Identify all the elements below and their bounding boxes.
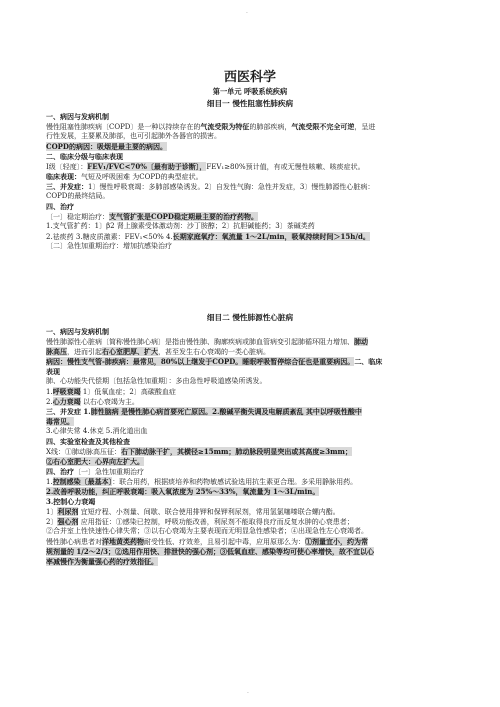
text: ，呈进 bbox=[354, 123, 376, 131]
text: 强心剂 bbox=[57, 517, 79, 526]
s2-heart-control: 3.控制心力衰竭 bbox=[46, 497, 96, 506]
text: 〔一〕稳定期治疗： bbox=[46, 213, 109, 221]
s1-heading-2: 二、临床分级与临床表现 bbox=[46, 152, 123, 161]
s2-decompensation: 肺、心功能失代偿期〔包括急性加重期〕：多由急性呼吸道感染所诱发。 bbox=[46, 377, 267, 385]
text: ①剂量宜小，约为常 bbox=[305, 537, 368, 546]
top-mark: · bbox=[246, 10, 248, 17]
s1-treat-2: 1.支气管扩药：1〕β2 肾上腺素受体激动剂：沙丁胺醇；2〕抗胆碱能药；3〕茶碱类药 bbox=[46, 222, 315, 230]
s2-heading-5 bbox=[46, 467, 456, 477]
s2-complications-cont bbox=[46, 417, 456, 427]
text: 三、并发症 1. bbox=[46, 407, 91, 416]
text: FEV₁≥80%预计值，有或无慢性咳嗽、咳痰症状。 bbox=[206, 163, 365, 171]
text: ：联合用药，根据痰培养和药物敏感试验选用抗生素更合理。多采用静脉用药。 bbox=[112, 478, 358, 486]
text: 率减慢作为衡量强心药的疗效指征。 bbox=[46, 557, 158, 566]
s2-diuretic bbox=[46, 507, 456, 517]
text: 支气管扩张是COPD稳定期最主要的治疗药物。 bbox=[109, 212, 259, 221]
text: ，进而引起 bbox=[67, 348, 102, 356]
text: 右心室肥厚、扩大 bbox=[102, 347, 158, 356]
text: 慢性阻塞性肺疾病〔COPD〕是一种以持续存在的 bbox=[46, 123, 201, 131]
section1-title: 细目一 慢性阻塞性肺疾病 bbox=[206, 99, 294, 108]
text: 控制感染〔最基本〕 bbox=[52, 477, 113, 486]
text: 规剂量的 1/2～2/3；②选用作用快、排泄快的强心剂；③低氧血症、感染等均可使心率增快，故不宜以心 bbox=[46, 547, 375, 556]
text: 〔一〕急性加重期治疗 bbox=[74, 468, 144, 476]
text: 耐受性低、疗效差，且易引起中毒，应用原那么为： bbox=[144, 538, 305, 546]
text: ②右心室肥大：心界向左扩大。 bbox=[46, 457, 144, 466]
text: 三、并发症： bbox=[46, 182, 88, 191]
text: 肺性脑病 bbox=[90, 407, 119, 416]
section2-title: 细目二 慢性肺源性心脏病 bbox=[206, 313, 294, 322]
s2-digitalis-cont bbox=[46, 547, 456, 557]
text: 四、治疗 bbox=[46, 467, 74, 476]
s2-digitalis bbox=[46, 537, 456, 547]
bottom-mark: · bbox=[247, 690, 249, 697]
s1-cause: COPD的病因：吸烟是最主要的病因。 bbox=[46, 142, 168, 151]
s2-heading-4: 四、实验室检查及其他检查 bbox=[46, 437, 130, 446]
s2-heading-2: 表现 bbox=[46, 367, 60, 376]
text: 心力衰竭 bbox=[52, 397, 81, 406]
text: 长期家庭氧疗：氧流量 1～2L/min，吸氧持续时间＞15h/d。 bbox=[172, 232, 370, 241]
s1-treat-4: 〔二〕急性加重期治疗：增加抗感染治疗 bbox=[46, 242, 172, 250]
s2-control-infection bbox=[46, 477, 456, 487]
text: 洋地黄类药物 bbox=[102, 537, 144, 546]
text: 以右心衰竭为主。 bbox=[80, 398, 139, 406]
s2-complications-more: 3.心律失常 4.休克 5.消化道出血 bbox=[46, 427, 148, 435]
text: FEV₁/FVC<70%〔最有助于诊断〕， bbox=[87, 162, 207, 171]
text: X线：①肺动脉高压征： bbox=[46, 448, 121, 456]
text: 其中以呼吸性酸中 bbox=[303, 407, 362, 416]
doc-title: 西医科学 bbox=[223, 70, 276, 85]
text: 肺动 bbox=[354, 337, 368, 346]
text: 利尿剂 bbox=[57, 507, 79, 516]
s2-cardiotonic-cont: ②合并室上性快速性心律失常；③以右心衰竭为主要表现而无明显急性感染者；④出现急性左心衰竭者。 bbox=[46, 527, 368, 535]
s1-heading-4: 四、治疗 bbox=[46, 202, 74, 211]
text: 2. bbox=[46, 398, 53, 406]
s2-cardiotonic bbox=[46, 517, 456, 527]
text: 呼吸衰竭 bbox=[52, 387, 81, 396]
text: 二、临床 bbox=[354, 357, 383, 366]
text: 气短及呼吸困难 为COPD的典型症状。 bbox=[81, 173, 203, 181]
s2-respiratory: 2.改善呼吸功能，纠正呼吸衰竭：吸入氧浓度为 25%～33%，氧流量为 1～3L/min。 bbox=[46, 487, 320, 496]
s2-digitalis-end bbox=[46, 557, 456, 567]
s1-paragraph-1-cont: 行性发展，主要累及肺部，也可引起肺外各器官的损害。 bbox=[46, 132, 221, 140]
text: 右下肺动脉干扩，其横径≥15mm；肺动脉段明显突出或其高度≥3mm； bbox=[120, 447, 352, 456]
text: 脉高压 bbox=[46, 347, 67, 356]
text: 宜短疗程、小剂量、间歇、联合使用排钾和保钾利尿剂，常用氢氯噻嗪联合螺内酯。 bbox=[78, 508, 340, 516]
s2-paragraph-1 bbox=[46, 337, 456, 347]
unit-title: 第一单元 呼吸系统疾病 bbox=[212, 87, 288, 96]
s1-paragraph-1 bbox=[46, 122, 456, 132]
text: 1〕低氧血症；2〕高碳酸血症 bbox=[80, 388, 176, 396]
text: 是慢性肺心病首要死亡原因。2. bbox=[118, 407, 220, 416]
text: 临床表现： bbox=[46, 172, 81, 181]
s1-treat-3 bbox=[46, 232, 456, 242]
text: 应用指征：①感染已控制，呼吸功能改善，利尿剂不能取得良疗而反复水肿的心衰患者； bbox=[78, 518, 354, 526]
text: 气流受限为特征 bbox=[200, 122, 250, 131]
text: ，甚至发生右心衰竭的一类心脏病。 bbox=[158, 348, 270, 356]
s2-xray-1 bbox=[46, 447, 456, 457]
s1-complications-cont: COPD的最终结局。 bbox=[46, 192, 110, 200]
s2-xray-2 bbox=[46, 457, 456, 467]
s2-cause bbox=[46, 357, 456, 367]
text: 慢性肺心病患者对 bbox=[46, 538, 102, 546]
text: 慢性肺源性心脏病〔简称慢性肺心病〕是指由慢性肺、胸廓疾病或肺血管病变引起肺循环阻力增加、 bbox=[46, 338, 354, 346]
text: 2.祛痰药 3.糖皮质激素：FEV₁<50% 4. bbox=[46, 233, 173, 241]
s1-grade bbox=[46, 162, 456, 172]
text: 气流受限不完全可逆 bbox=[291, 122, 355, 131]
text: 1. bbox=[46, 388, 53, 396]
s2-complications bbox=[46, 407, 456, 417]
s1-treat-1 bbox=[46, 212, 456, 222]
s1-heading-1: 一、病因与发病机制 bbox=[46, 112, 109, 121]
text: 毒常见。 bbox=[46, 417, 74, 426]
text: 1〕慢性呼吸衰竭：多肺部感染诱发。2〕自发性气胸：急性并发症，3〕慢性肺源性心脏病： bbox=[88, 183, 375, 191]
s2-paragraph-1-cont bbox=[46, 347, 456, 357]
text: 1. bbox=[46, 478, 53, 486]
s2-resp-failure bbox=[46, 387, 456, 397]
s1-sign bbox=[46, 172, 456, 182]
s2-heading-1: 一、病因与发病机制 bbox=[46, 327, 109, 336]
text: 病因：慢性支气管-肺疾病：最常见，80%以上继发于COPD。睡眠呼吸暂停综合征也是重要病因。 bbox=[46, 357, 355, 366]
s2-heart-failure bbox=[46, 397, 456, 407]
s1-complications bbox=[46, 182, 456, 192]
text: 2〕 bbox=[46, 518, 58, 526]
text: Ⅰ级〔轻度〕： bbox=[46, 163, 88, 171]
text: 1〕 bbox=[46, 508, 58, 516]
text: 的肺部疾病， bbox=[249, 123, 292, 131]
text: 酸碱平衡失调及电解质紊乱 bbox=[219, 407, 304, 416]
